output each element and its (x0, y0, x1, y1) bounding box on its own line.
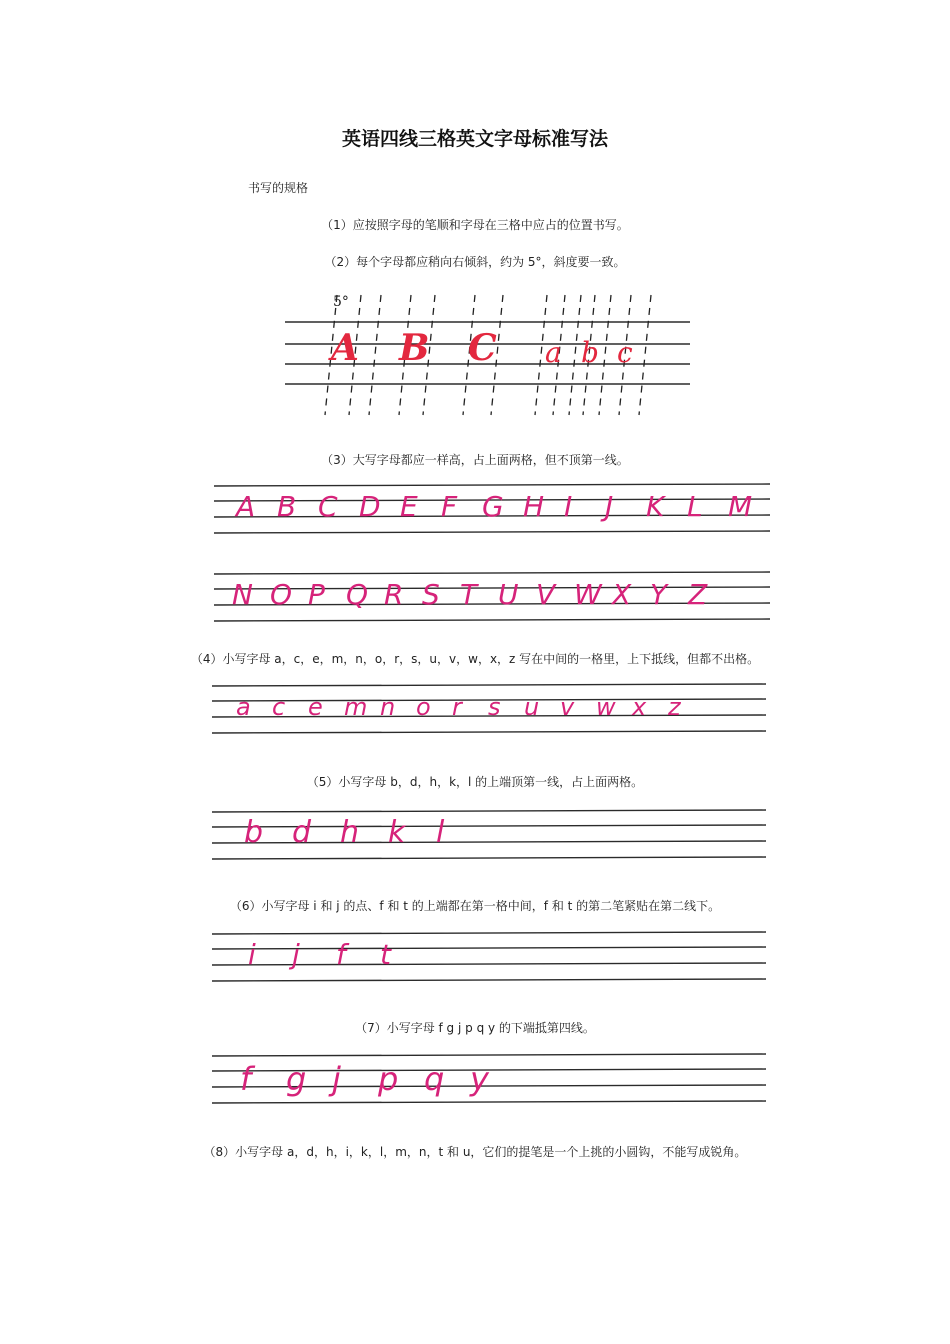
uppercase-row2-X: X (612, 578, 632, 611)
uppercase-row1-J: J (605, 490, 614, 523)
middle-letters-a: a (236, 693, 251, 721)
dot-letters-t: t (380, 938, 391, 971)
example-letter-B: B (399, 327, 430, 369)
uppercase-row2-T: T (460, 578, 478, 611)
uppercase-strip-1 (214, 480, 774, 540)
uppercase-row2-R: R (384, 578, 404, 611)
rule-4: （4）小写字母 a，c，e，m，n，o，r，s，u，v，w，x，z 写在中间的一格里，上下抵线，但都不出格。 (190, 652, 760, 666)
middle-letters-m: m (344, 693, 368, 721)
uppercase-row1-G: G (482, 490, 504, 523)
rule-1: （1）应按照字母的笔顺和字母在三格中应占的位置书写。 (321, 218, 629, 232)
dot-letters-f: f (336, 938, 346, 971)
uppercase-row1-E: E (400, 490, 418, 523)
tall-letters-k: k (388, 815, 406, 850)
slant-example-figure (285, 290, 695, 420)
example-letter-a: a (545, 336, 562, 369)
rule-2: （2）每个字母都应稍向右倾斜，约为 5°，斜度要一致。 (324, 255, 626, 269)
rule-6: （6）小写字母 i 和 j 的点、f 和 t 的上端都在第一格中间，f 和 t 的第二笔紧贴在第二线下。 (229, 899, 721, 913)
tall-letters-l: l (436, 815, 445, 850)
example-letter-C: C (468, 327, 497, 369)
angle-label: 5° (333, 294, 349, 310)
tall-letters-b: b (244, 815, 264, 850)
uppercase-row1-I: I (564, 490, 573, 523)
dot-letters-i: i (248, 938, 256, 971)
rule-8: （8）小写字母 a，d，h，i，k，l，m，n，t 和 u，它们的提笔是一个上挑的小圆钩，不能写成锐角。 (203, 1145, 747, 1159)
uppercase-row2-Y: Y (650, 578, 668, 611)
middle-letters-n: n (380, 693, 396, 721)
rule-7: （7）小写字母 f g j p q y 的下端抵第四线。 (355, 1021, 595, 1035)
uppercase-row2-N: N (232, 578, 253, 611)
middle-letters-u: u (524, 693, 540, 721)
uppercase-strip-2 (214, 568, 774, 628)
uppercase-row1-K: K (646, 490, 665, 523)
tall-letters-d: d (292, 815, 312, 850)
uppercase-row2-U: U (498, 578, 519, 611)
uppercase-row2-V: V (536, 578, 556, 611)
uppercase-row1-M: M (728, 490, 753, 523)
example-letter-b: b (581, 336, 599, 369)
descender-letters-f: f (240, 1060, 252, 1098)
uppercase-row2-P: P (308, 578, 325, 611)
middle-letters-e: e (308, 693, 323, 721)
uppercase-row2-Z: Z (688, 578, 708, 611)
middle-letters-r: r (452, 693, 462, 721)
descender-letters-g: g (286, 1060, 307, 1098)
uppercase-row1-C: C (318, 490, 338, 523)
descender-letters-p: p (378, 1060, 399, 1098)
uppercase-row1-B: B (277, 490, 297, 523)
uppercase-row1-A: A (236, 490, 256, 523)
uppercase-row2-O: O (270, 578, 293, 611)
rule-5: （5）小写字母 b，d，h，k，l 的上端顶第一线，占上面两格。 (306, 775, 644, 789)
tall-letters-strip (212, 806, 772, 868)
middle-letters-strip (212, 680, 772, 742)
middle-letters-s: s (488, 693, 501, 721)
dot-letters-strip (212, 928, 772, 990)
descender-letters-j: j (332, 1060, 341, 1098)
middle-letters-v: v (560, 693, 575, 721)
section-heading: 书写的规格 (248, 181, 309, 195)
uppercase-row2-Q: Q (346, 578, 369, 611)
tall-letters-h: h (340, 815, 360, 850)
middle-letters-o: o (416, 693, 431, 721)
uppercase-row1-D: D (359, 490, 381, 523)
uppercase-row1-H: H (523, 490, 545, 523)
descender-letters-q: q (424, 1060, 445, 1098)
descender-letters-strip (212, 1050, 772, 1112)
dot-letters-j: j (292, 938, 300, 971)
example-letter-A: A (331, 327, 359, 369)
descender-letters-y: y (470, 1060, 489, 1098)
uppercase-row1-F: F (441, 490, 458, 523)
uppercase-row2-S: S (422, 578, 440, 611)
page-title: 英语四线三格英文字母标准写法 (341, 128, 608, 150)
middle-letters-z: z (668, 693, 681, 721)
middle-letters-c: c (272, 693, 286, 721)
uppercase-row1-L: L (687, 490, 703, 523)
rule-3: （3）大写字母都应一样高，占上面两格，但不顶第一线。 (321, 453, 629, 467)
example-letter-c: c (617, 336, 633, 369)
uppercase-row2-W: W (574, 578, 602, 611)
middle-letters-w: w (596, 693, 616, 721)
middle-letters-x: x (632, 693, 647, 721)
